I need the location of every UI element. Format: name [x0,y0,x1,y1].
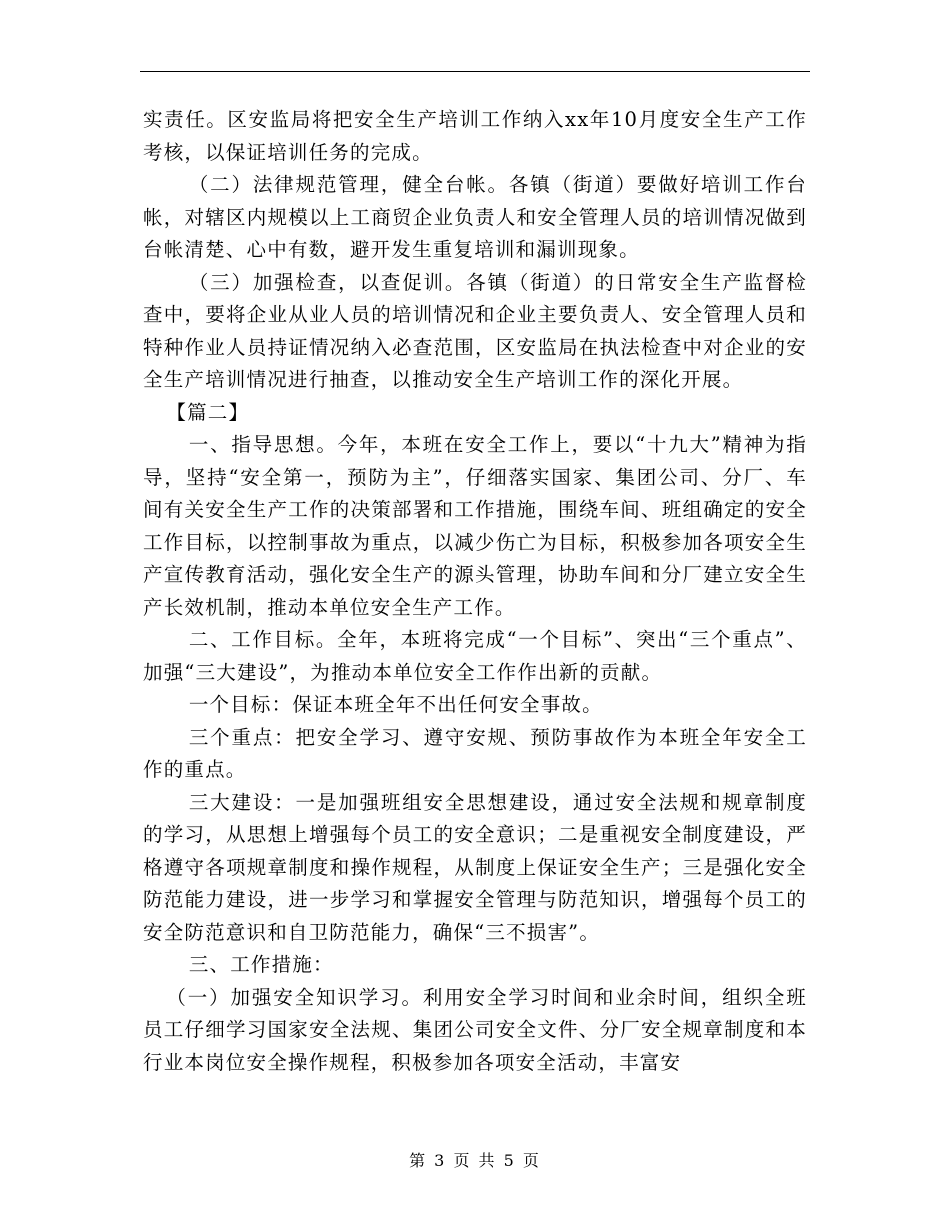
paragraph-one-goal: 一个目标：保证本班全年不出任何安全事故。 [188,693,603,716]
paragraph-work-goal: 二、工作目标。全年，本班将完成“一个目标”、突出“三个重点”、加强“三大建设”，为推动本单位安全工作作出新的贡献。 [143,628,807,684]
paragraph-work-measures: 三、工作措施： [188,953,334,976]
paragraph-three-constructions: 三大建设：一是加强班组安全思想建设，通过安全法规和规章制度的学习，从思想上增强每个员工的安全意识；二是重视安全制度建设，严格遵守各项规章制度和操作规程，从制度上保证安全生产；三是强化安全防范能力建设，进一步学习和掌握安全管理与防范知识，增强每个员工的安全防范意识和自卫防范能力，确保“三不损害”。 [143,790,807,944]
paragraph-section-3: （三）加强检查，以查促训。各镇（街道）的日常安全生产监督检查中，要将企业从业人员的培训情况和企业主要负责人、安全管理人员和特种作业人员持证情况纳入必查范围，区安监局在执法检查中对企业的安全生产培训情况进行抽查，以推动安全生产培训工作的深化开展。 [143,270,807,391]
page-number: 第 3 页 共 5 页 [409,1151,541,1170]
article-heading: 【篇二】 [166,400,250,424]
paragraph-three-focuses: 三个重点：把安全学习、遵守安规、预防事故作为本班全年安全工作的重点。 [143,725,807,781]
paragraph-guiding-thought: 一、指导思想。今年，本班在安全工作上，要以“十九大”精神为指导，坚持“安全第一，预防为主”，仔细落实国家、集团公司、分厂、车间有关安全生产工作的决策部署和工作措施，围绕车间、班组确定的安全工作目标，以控制事故为重点，以减少伤亡为目标，积极参加各项安全生产宣传教育活动，强化安全生产的源头管理，协助车间和分厂建立安全生产长效机制，推动本单位安全生产工作。 [143,433,807,619]
paragraph-section-2: （二）法律规范管理，健全台帐。各镇（街道）要做好培训工作台帐，对辖区内规模以上工商贸企业负责人和安全管理人员的培训情况做到台帐清楚、心中有数，避开发生重复培训和漏训现象。 [143,173,807,261]
document-body [143,104,807,1079]
paragraph-continued: 实责任。区安监局将把安全生产培训工作纳入xx年10月度安全生产工作考核，以保证培训任务的完成。 [143,108,807,164]
header-rule [140,71,810,72]
paragraph-measure-1: （一）加强安全知识学习。利用安全学习时间和业余时间，组织全班员工仔细学习国家安全法规、集团公司安全文件、分厂安全规章制度和本行业本岗位安全操作规程，积极参加各项安全活动，丰富安 [143,985,807,1074]
